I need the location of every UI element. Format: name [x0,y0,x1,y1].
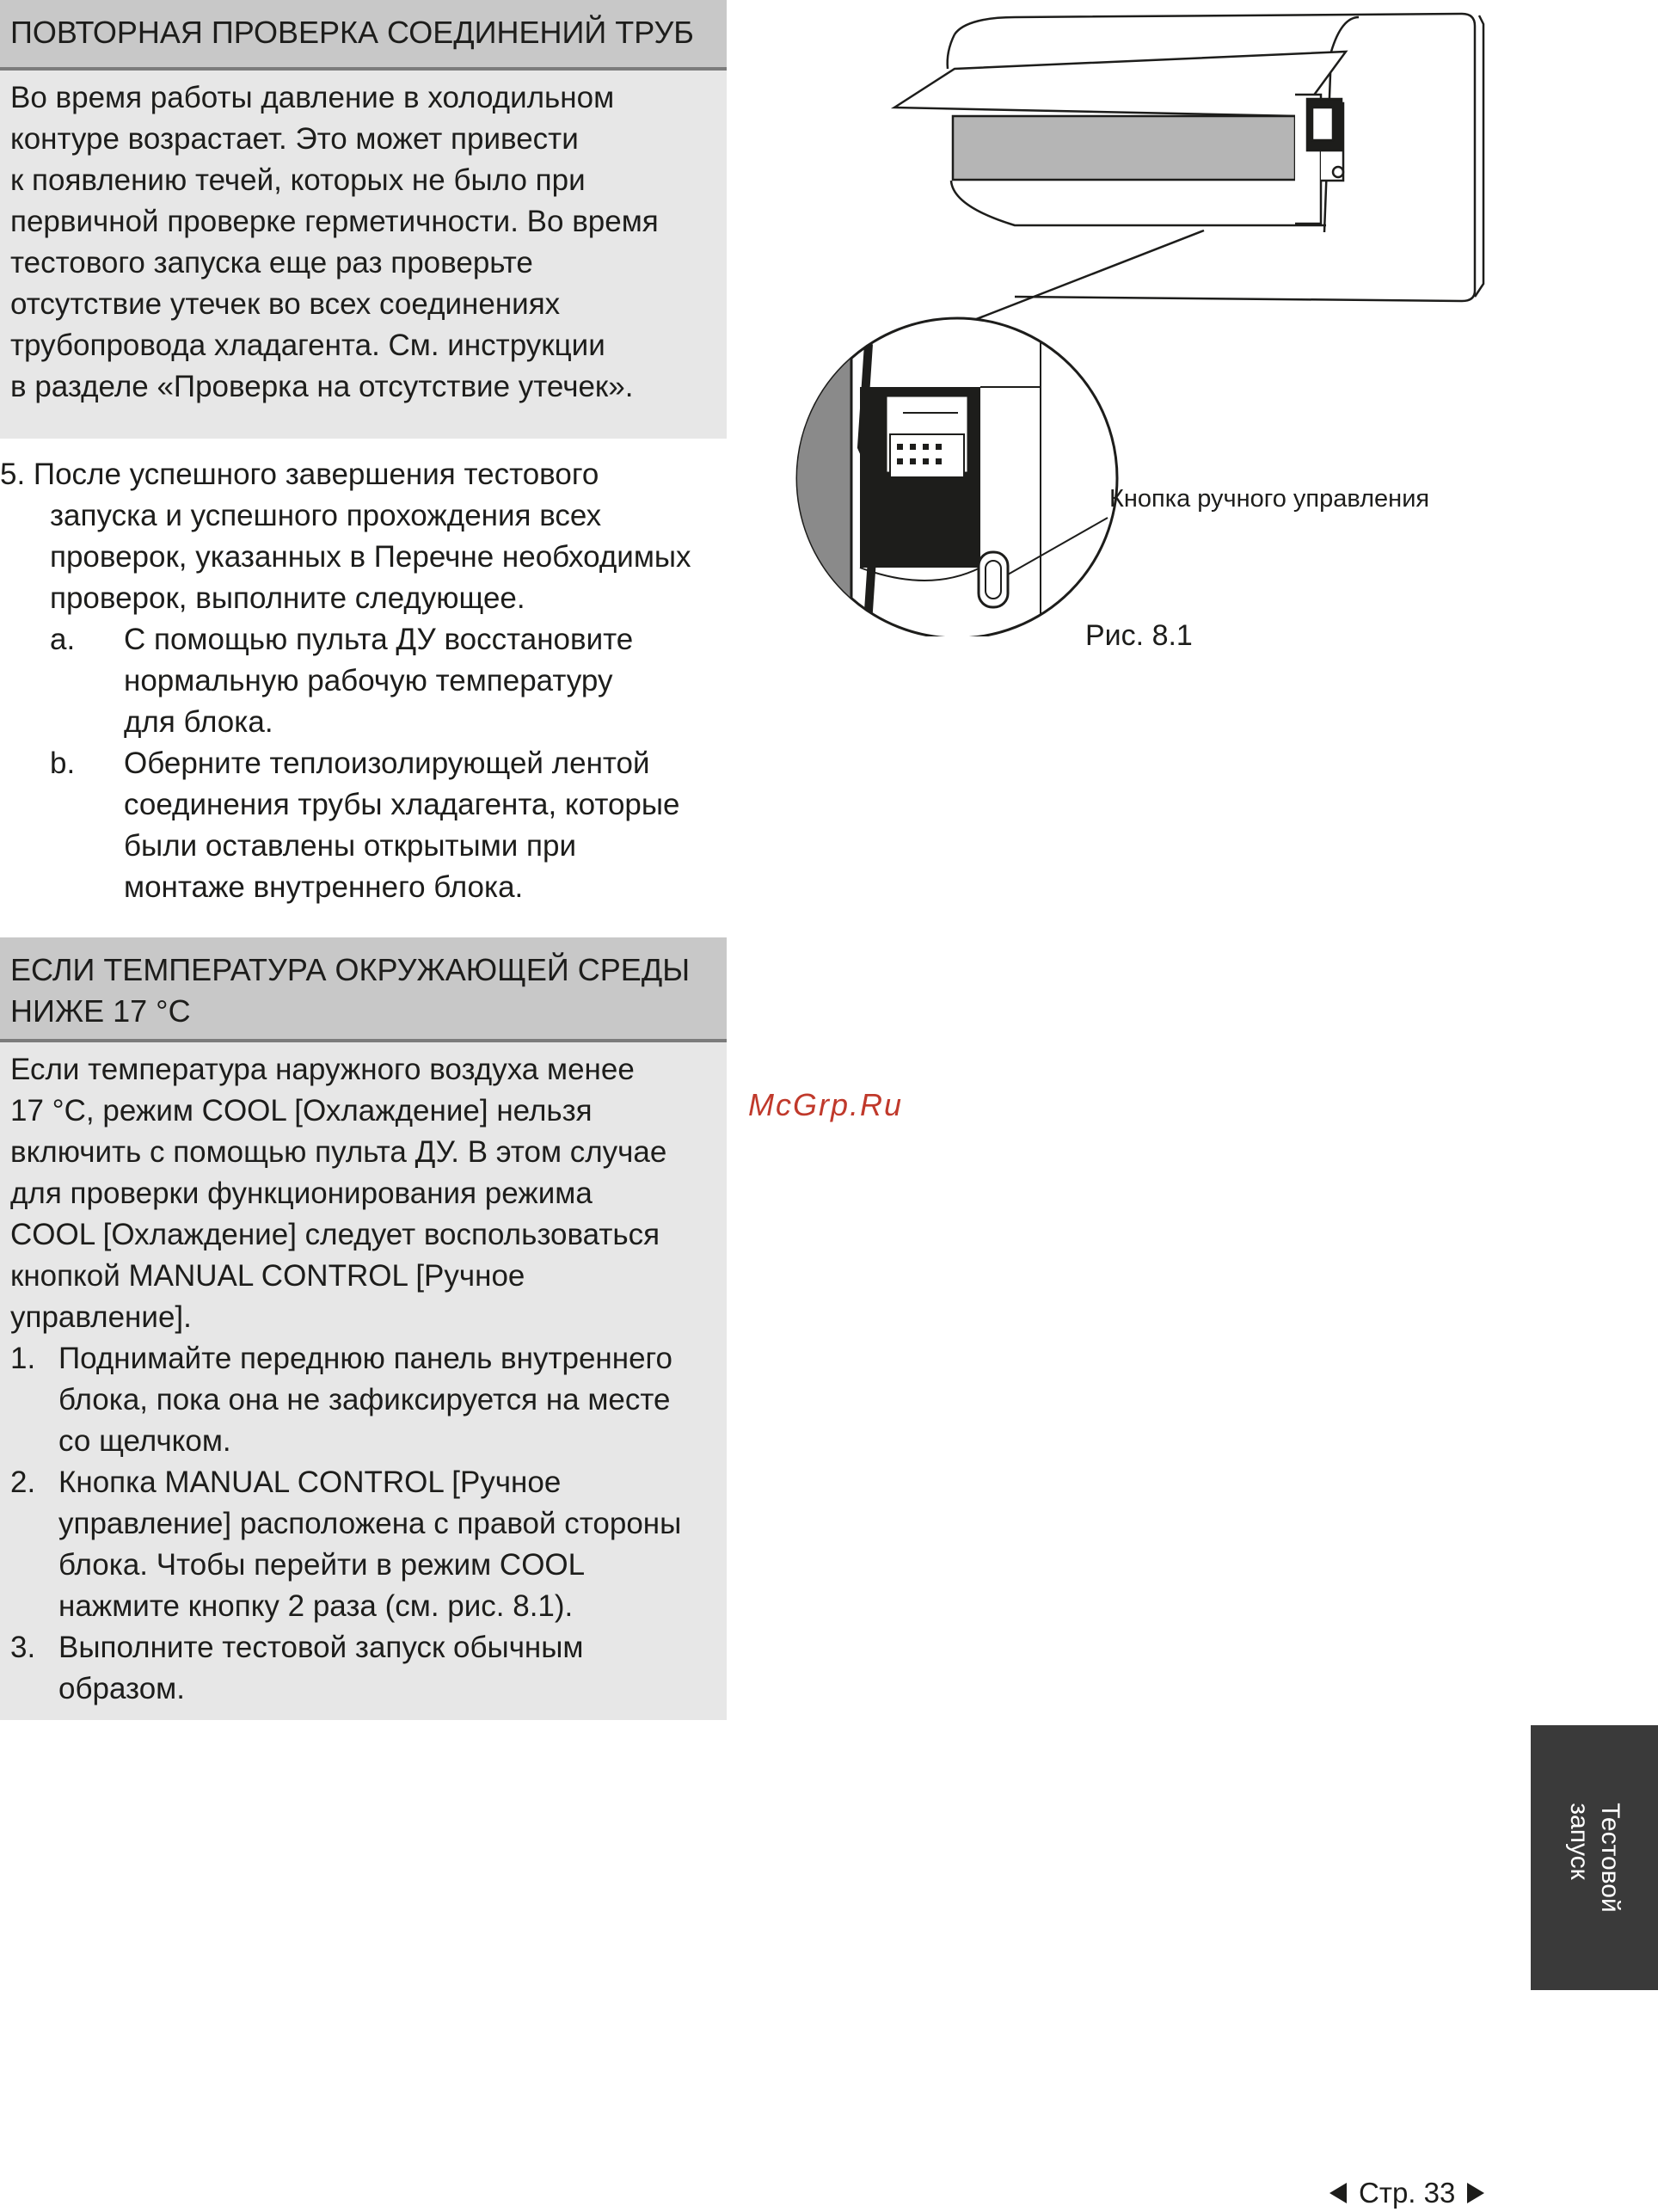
list-item-3 [10,1627,716,1710]
sub-item-line: для блока. [124,705,273,739]
sub-item-line: были оставлены открытыми при [124,829,577,863]
sub-item-line: Оберните теплоизолирующей лентой [124,747,650,780]
step-5 [0,454,731,908]
section-title-line: ЕСЛИ ТЕМПЕРАТУРА ОКРУЖАЮЩЕЙ СРЕДЫ [10,952,691,987]
body-line: контуре возрастает. Это может привести [10,122,579,156]
next-page-arrow-icon[interactable] [1467,2183,1484,2203]
list-item-line: Кнопка MANUAL CONTROL [Ручное [58,1465,562,1499]
step-5-lead-line: проверок, указанных в Перечне необходимых [50,540,691,574]
sub-item-b [0,743,731,908]
body-line: отсутствие утечек во всех соединениях [10,287,561,321]
body-line: первичной проверке герметичности. Во время [10,205,659,238]
body-line: Во время работы давление в холодильном [10,81,615,114]
sub-item-a [0,619,731,743]
list-item-line: образом. [58,1672,185,1705]
step-5-lead-line: 5. После успешного завершения тестового [0,458,599,491]
side-tab-label [1563,1803,1625,1912]
sub-item-line: нормальную рабочую температуру [124,664,613,697]
body-line: кнопкой MANUAL CONTROL [Ручное [10,1259,525,1293]
figure-callout-label: Кнопка ручного управления [1109,485,1430,513]
sub-item-letter: a. [50,623,76,656]
list-item-number: 1. [10,1342,36,1375]
section-title-text: ПОВТОРНАЯ ПРОВЕРКА СОЕДИНЕНИЙ ТРУБ [10,15,694,50]
list-item-line: нажмите кнопку 2 раза (см. рис. 8.1). [58,1589,574,1623]
pipe-check-body [0,71,727,439]
list-item-line: блока, пока она не зафиксируется на месте [58,1383,671,1416]
low-temp-body [0,1042,727,1720]
watermark: McGrp.Ru [748,1087,904,1122]
side-tab-line: Тестовой [1596,1803,1624,1913]
side-tab-line: запуск [1565,1803,1594,1880]
list-item-1 [10,1338,716,1462]
prev-page-arrow-icon[interactable] [1329,2183,1347,2203]
list-item-number: 3. [10,1631,36,1664]
body-line: тестового запуска еще раз проверьте [10,246,533,280]
sub-item-letter: b. [50,747,76,780]
list-item-line: Выполните тестовой запуск обычным [58,1631,584,1664]
step-5-lead-line: запуска и успешного прохождения всех [50,499,602,532]
section-title-pipe-check [0,0,727,71]
step-5-lead-line: проверок, выполните следующее. [50,581,525,615]
list-item-line: со щелчком. [58,1424,231,1458]
sub-item-line: монтаже внутреннего блока. [124,870,524,904]
body-line: COOL [Охлаждение] следует воспользоваться [10,1218,660,1251]
zoom-detail [791,318,1117,636]
indoor-unit-drawing [894,14,1483,330]
sub-item-line: С помощью пульта ДУ восстановите [124,623,634,656]
body-line: трубопровода хладагента. См. инструкции [10,329,605,362]
list-item-number: 2. [10,1465,36,1499]
side-tab-test-run[interactable] [1531,1725,1658,1990]
list-item-line: Поднимайте переднюю панель внутреннего [58,1342,673,1375]
body-line: в разделе «Проверка на отсутствие утечек». [10,370,634,403]
figure-caption: Рис. 8.1 [1085,619,1193,652]
body-line: Если температура наружного воздуха менее [10,1053,635,1086]
figure-8-1-illustration [757,0,1496,636]
body-line: к появлению течей, которых не было при [10,163,586,197]
body-line: включить с помощью пульта ДУ. В этом случае [10,1135,667,1169]
section-title-low-temp [0,937,727,1042]
list-item-line: блока. Чтобы перейти в режим COOL [58,1548,586,1582]
section-title-line: НИЖЕ 17 °C [10,993,191,1029]
body-line: для проверки функционирования режима [10,1177,593,1210]
page-navigation [1329,2176,1484,2210]
sub-item-line: соединения трубы хладагента, которые [124,788,680,821]
body-line: 17 °C, режим COOL [Охлаждение] нельзя [10,1094,593,1128]
page-number: Стр. 33 [1359,2177,1456,2209]
list-item-line: управление] расположена с правой стороны [58,1507,682,1540]
list-item-2 [10,1462,716,1627]
body-line: управление]. [10,1300,192,1334]
